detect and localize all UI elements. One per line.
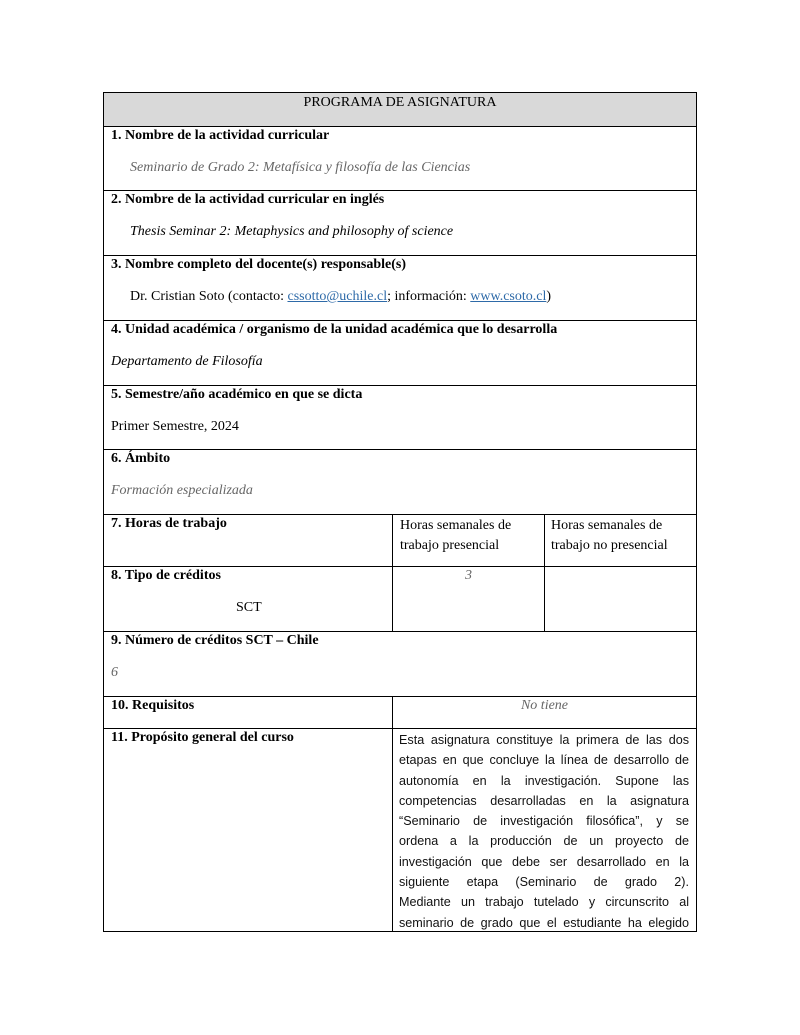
section-6-label: 6. Ámbito [111,451,171,466]
purpose-line: etapas en que concluye la línea de desarrollo de [399,753,689,768]
semester: Primer Semestre, 2024 [111,419,239,434]
section-5-label: 5. Semestre/año académico en que se dicta [111,387,363,402]
section-10-label: 10. Requisitos [111,698,195,713]
course-purpose [399,730,689,933]
header-line: Horas semanales de [400,518,512,533]
course-name: Seminario de Grado 2: Metafísica y filosofía de las Ciencias [130,160,471,175]
credit-count: 6 [111,665,118,680]
hours-presencial-value: 3 [465,568,472,583]
academic-unit: Departamento de Filosofía [111,354,263,369]
email-link[interactable]: cssotto@uchile.cl [287,289,388,304]
section-7-label: 7. Horas de trabajo [111,516,227,531]
credit-type: SCT [236,600,262,615]
section-6 [103,449,697,515]
info-label: ; información: [387,289,471,304]
hours-no-presencial-header [551,516,668,556]
course-name-english: Thesis Seminar 2: Metaphysics and philosophy of science [130,224,454,239]
instructor-name: Dr. Cristian Soto (contacto: [130,289,288,304]
requirements: No tiene [520,698,569,713]
purpose-line: investigación que debe ser desarrollado en la [399,854,689,869]
purpose-line: seminario de grado que el estudiante ha elegido [399,915,689,930]
section-2-label: 2. Nombre de la actividad curricular en inglés [111,192,385,207]
purpose-line: Esta asignatura constituye la primera de las dos [399,733,689,747]
closing-paren: ) [546,289,552,304]
page-title: PROGRAMA DE ASIGNATURA [303,95,497,110]
section-11-label: 11. Propósito general del curso [111,730,294,745]
purpose-line: ordena a la producción de un proyecto de [399,834,689,849]
section-4-label: 4. Unidad académica / organismo de la unidad académica que lo desarrolla [111,322,558,337]
header-line: trabajo presencial [400,538,500,553]
purpose-line: Mediante un trabajo tutelado y circunscrito al [399,895,689,910]
purpose-line: competencias desarrolladas en la asignatura [399,793,689,808]
header-line: trabajo no presencial [551,538,668,553]
section-11 [103,728,393,932]
section-1-label: 1. Nombre de la actividad curricular [111,128,330,143]
empty-cell [544,566,697,632]
purpose-line: “Seminario de investigación filosófica”, y se [399,814,689,829]
website-link[interactable]: www.csoto.cl [470,289,547,304]
purpose-line: siguiente etapa (Seminario de grado 2). [399,875,689,890]
section-9-label: 9. Número de créditos SCT – Chile [111,633,319,648]
purpose-line: autonomía en la investigación. Supone las [399,773,689,788]
instructor [130,289,551,305]
header-line: Horas semanales de [551,518,663,533]
section-3-label: 3. Nombre completo del docente(s) responsable(s) [111,257,407,272]
scope: Formación especializada [111,483,253,498]
section-8-label: 8. Tipo de créditos [111,568,221,583]
hours-presencial-header [400,516,511,556]
